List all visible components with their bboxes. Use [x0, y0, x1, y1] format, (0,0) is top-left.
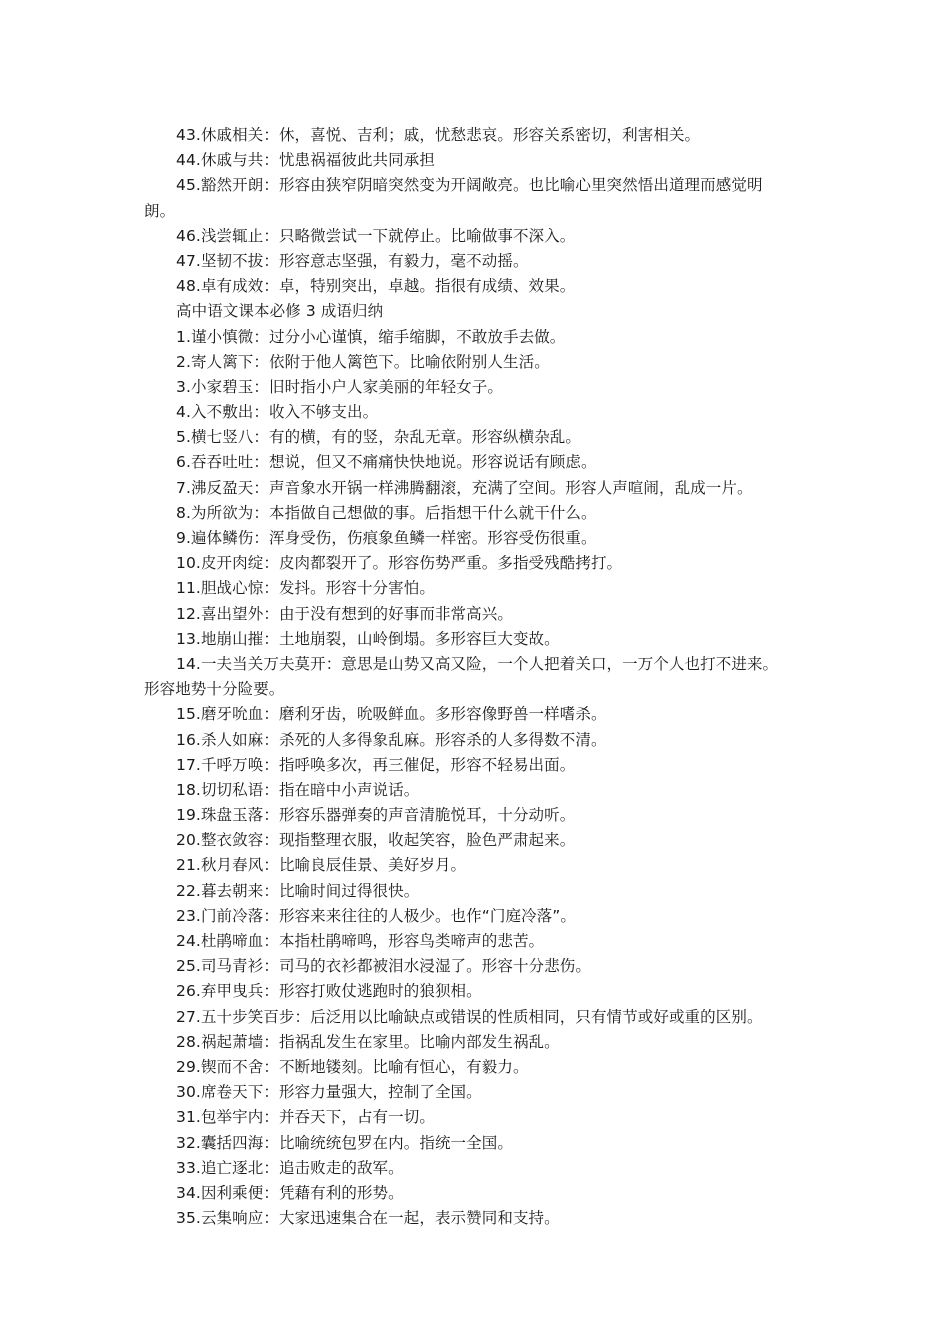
section-heading: 高中语文课本必修 3 成语归纳	[176, 302, 384, 321]
idiom-entry-line: 18.切切私语：指在暗中小声说话。	[176, 780, 420, 799]
idiom-entry-line: 10.皮开肉绽：皮肉都裂开了。形容伤势严重。多指受残酷拷打。	[176, 554, 623, 573]
idiom-entry-line: 43.休戚相关：休，喜悦、吉利；戚，忧愁悲哀。形容关系密切，利害相关。	[176, 126, 701, 144]
idiom-entry-line: 32.囊括四海：比喻统统包罗在内。指统一全国。	[176, 1133, 513, 1152]
idiom-entry-line: 33.追亡逐北：追击败走的敌军。	[176, 1158, 404, 1177]
idiom-entry-line: 19.珠盘玉落：形容乐器弹奏的声音清脆悦耳，十分动听。	[176, 806, 576, 825]
idiom-entry-line: 9.遍体鳞伤：浑身受伤，伤痕象鱼鳞一样密。形容受伤很重。	[176, 529, 597, 547]
idiom-entry-line: 8.为所欲为：本指做自己想做的事。后指想干什么就干什么。	[176, 503, 597, 522]
idiom-entry-line: 46.浅尝辄止：只略微尝试一下就停止。比喻做事不深入。	[176, 226, 576, 245]
idiom-entry-line: 31.包举宇内：并吞天下，占有一切。	[176, 1108, 435, 1127]
idiom-entry-line: 14.一夫当关万夫莫开：意思是山势又高又险，一个人把着关口，一万个人也打不进来。	[176, 654, 779, 673]
document-body	[144, 123, 812, 1231]
idiom-entry-line: 48.卓有成效：卓，特别突出，卓越。指很有成绩、效果。	[176, 277, 576, 296]
idiom-entry-line: 20.整衣敛容：现指整理衣服，收起笑容，脸色严肃起来。	[176, 831, 576, 850]
idiom-entry-line: 26.弃甲曳兵：形容打败仗逃跑时的狼狈相。	[176, 982, 482, 1001]
idiom-entry-line: 4.入不敷出：收入不够支出。	[176, 403, 379, 422]
idiom-entry-line: 35.云集响应：大家迅速集合在一起，表示赞同和支持。	[176, 1209, 560, 1228]
idiom-entry-line: 47.坚韧不拔：形容意志坚强，有毅力，毫不动摇。	[176, 251, 529, 270]
idiom-entry-line: 30.席卷天下：形容力量强大，控制了全国。	[176, 1083, 482, 1102]
idiom-entry-line: 34.因利乘便：凭藉有利的形势。	[176, 1183, 404, 1202]
idiom-entry-line: 5.横七竖八：有的横，有的竖，杂乱无章。形容纵横杂乱。	[176, 428, 581, 447]
idiom-entry-line: 1.谨小慎微：过分小心谨慎，缩手缩脚，不敢放手去做。	[176, 327, 566, 346]
idiom-entry-line: 28.祸起萧墙：指祸乱发生在家里。比喻内部发生祸乱。	[176, 1032, 560, 1051]
idiom-entry-line: 17.千呼万唤：指呼唤多次，再三催促，形容不轻易出面。	[176, 755, 576, 774]
idiom-entry-line: 16.杀人如麻：杀死的人多得象乱麻。形容杀的人多得数不清。	[176, 730, 607, 749]
wrapped-continuation-line: 形容地势十分险要。	[144, 680, 285, 699]
idiom-entry-line: 3.小家碧玉：旧时指小户人家美丽的年轻女子。	[176, 377, 503, 396]
idiom-entry-line: 45.豁然开朗：形容由狭窄阴暗突然变为开阔敞亮。也比喻心里突然悟出道理而感觉明	[176, 176, 763, 195]
idiom-entry-line: 12.喜出望外：由于没有想到的好事而非常高兴。	[176, 604, 513, 623]
idiom-entry-line: 7.沸反盈天：声音象水开锅一样沸腾翻滚，充满了空间。形容人声喧闹，乱成一片。	[176, 478, 753, 497]
idiom-entry-line: 27.五十步笑百步：后泛用以比喻缺点或错误的性质相同，只有情节或好或重的区别。	[176, 1007, 763, 1026]
idiom-entry-line: 6.吞吞吐吐：想说，但又不痛痛快快地说。形容说话有顾虑。	[176, 453, 597, 472]
idiom-entry-line: 22.暮去朝来：比喻时间过得很快。	[176, 881, 420, 900]
idiom-entry-line: 44.休戚与共：忧患祸福彼此共同承担	[176, 151, 435, 170]
idiom-entry-line: 2.寄人篱下：依附于他人篱笆下。比喻依附别人生活。	[176, 352, 550, 371]
idiom-entry-line: 29.锲而不舍：不断地镂刻。比喻有恒心，有毅力。	[176, 1057, 529, 1076]
idiom-entry-line: 15.磨牙吮血：磨利牙齿，吮吸鲜血。多形容像野兽一样嗜杀。	[176, 705, 607, 724]
idiom-entry-line: 11.胆战心惊：发抖。形容十分害怕。	[176, 579, 435, 598]
idiom-entry-line: 23.门前冷落：形容来来往往的人极少。也作“门庭冷落”。	[176, 906, 577, 925]
idiom-entry-line: 25.司马青衫：司马的衣衫都被泪水浸湿了。形容十分悲伤。	[176, 957, 591, 976]
wrapped-continuation-line: 朗。	[144, 201, 176, 220]
idiom-entry-line: 13.地崩山摧：土地崩裂，山岭倒塌。多形容巨大变故。	[176, 629, 560, 648]
idiom-entry-line: 24.杜鹃啼血：本指杜鹃啼鸣，形容鸟类啼声的悲苦。	[176, 932, 545, 950]
idiom-entry-line: 21.秋月春风：比喻良辰佳景、美好岁月。	[176, 856, 467, 875]
